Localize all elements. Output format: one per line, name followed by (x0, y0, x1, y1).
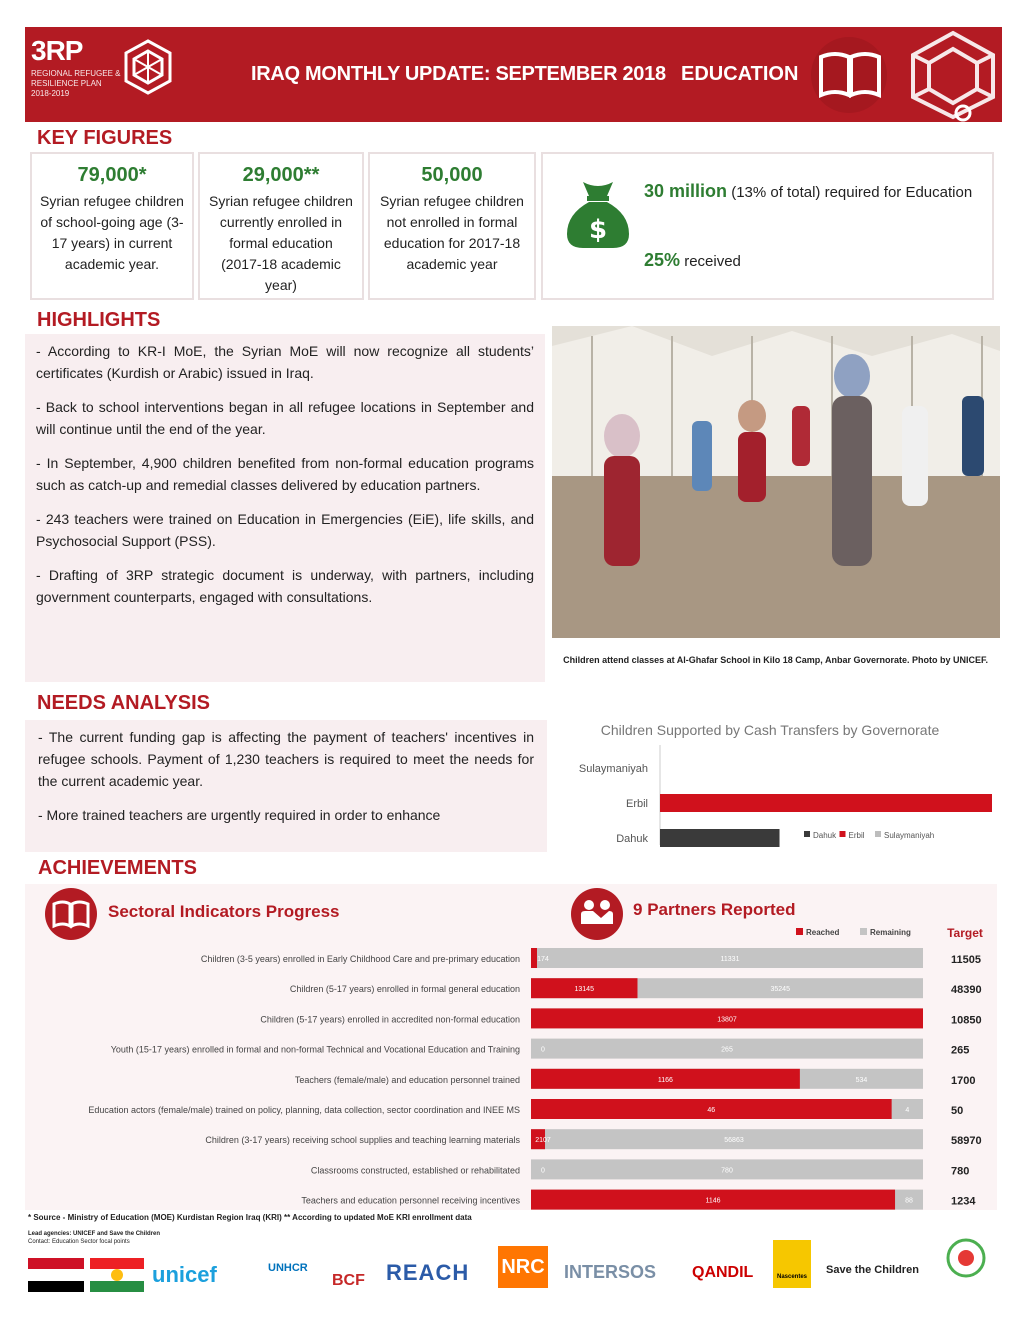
indicator-label: Classrooms constructed, established or rehabilitated (310, 1165, 520, 1176)
qandil-logo: QANDIL (692, 1264, 754, 1281)
highlights-title: HIGHLIGHTS (37, 309, 161, 331)
partners-count: 9 (633, 900, 643, 919)
cash-transfer-chart (560, 745, 1000, 855)
photo-caption: Children attend classes at Al-Ghafar School in Kilo 18 Camp, Anbar Governorate. Photo by UNICEF. (563, 655, 988, 665)
funding-card (541, 152, 994, 300)
key-figure-card (198, 152, 364, 300)
contacts-label: Contact: Education Sector focal points (28, 1239, 130, 1245)
reached-value-label: 2107 (535, 1137, 551, 1145)
indicator-label: Education actors (female/male) trained on policy, planning, data collection, sector coordination and INEE MS (88, 1105, 520, 1115)
kurdistan-flag-icon (90, 1258, 144, 1292)
indicator-label: Teachers and education personnel receiving incentives (301, 1195, 520, 1206)
remaining-value-label: 4 (905, 1107, 910, 1114)
highlight-item: - 243 teachers were trained on Education in Emergencies (EiE), life skills, and Psychosocial Support (PSS). (36, 511, 534, 549)
partners-reported (633, 900, 796, 920)
sectoral-indicators-chart (25, 922, 1000, 1212)
remaining-value-label: 265 (721, 1046, 733, 1054)
key-figures-title: KEY FIGURES (37, 127, 173, 149)
achievements-title: ACHIEVEMENTS (38, 857, 197, 879)
reached-value-label: 0 (541, 1046, 545, 1054)
partner-logo (773, 1240, 811, 1288)
nrc-logo: NRC (498, 1246, 548, 1288)
legend-label: Sulaymaniyah (884, 831, 935, 840)
legend-swatch-reached (796, 928, 803, 935)
indicator-label: Children (5-17 years) enrolled in formal general education (289, 984, 520, 995)
legend-swatch (804, 831, 810, 837)
funding-required (644, 180, 974, 204)
page-header (25, 27, 1002, 122)
legend-label: Remaining (870, 928, 911, 937)
highlight-item: - Drafting of 3RP strategic document is underway, with partners, including government counterparts, engaged with consultations. (36, 567, 534, 605)
iraq-flag-icon (28, 1258, 84, 1292)
needs-list (25, 720, 547, 852)
key-figure-number: 29,000** (242, 164, 320, 186)
children-photo (552, 326, 1000, 638)
remaining-value-label: 35245 (770, 986, 790, 994)
reached-value-label: 13807 (717, 1016, 737, 1024)
book-icon (817, 49, 883, 101)
3rp-emblem-icon (120, 37, 176, 101)
legend-label: Reached (806, 928, 840, 937)
indicators-progress-title: Sectoral Indicators Progress (108, 902, 340, 921)
funding-received (644, 250, 741, 271)
reached-value-label: 174 (537, 956, 549, 963)
key-figure-number: 50,000 (421, 164, 483, 186)
target-value: 10850 (951, 1014, 982, 1027)
legend-label: Dahuk (813, 831, 837, 840)
key-figure-card (368, 152, 536, 300)
source-note: * Source - Ministry of Education (MOE) Kurdistan Region Iraq (KRI) ** According to updated MoE KRI enrollment data (28, 1213, 472, 1222)
target-value: 265 (951, 1044, 970, 1057)
needs-title: NEEDS ANALYSIS (37, 692, 211, 714)
needs-item: - More trained teachers are urgently required in order to enhance (38, 807, 441, 823)
logo-subtitle: REGIONAL REFUGEE & RESILIENCE PLAN 2018-2019 (31, 69, 121, 98)
target-value: 1700 (951, 1074, 976, 1087)
logo-3rp: 3RP (31, 35, 83, 66)
funding-amount-text: (13% of total) required for Education (727, 184, 973, 201)
target-header: Target (947, 926, 983, 940)
key-figure-text: Syrian refugee children currently enrolled in formal education (2017-18 academic year) (209, 193, 353, 293)
highlight-item: - In September, 4,900 children benefited from non-formal education programs such as catch-up and remedial classes delivered by education partners. (36, 455, 534, 493)
reached-value-label: 0 (541, 1167, 545, 1175)
key-figure-number: 79,000* (77, 164, 147, 186)
indicator-label: Children (3-5 years) enrolled in Early Childhood Care and pre-primary education (200, 954, 520, 964)
indicator-label: Teachers (female/male) and education personnel trained (294, 1074, 520, 1085)
key-figure-card (30, 152, 194, 300)
key-figure-text: Syrian refugee children not enrolled in formal education for 2017-18 academic year (380, 193, 524, 272)
target-value: 48390 (951, 984, 982, 997)
funding-amount: 30 million (644, 181, 728, 201)
partner-logo-text: Nascentes (776, 1274, 808, 1280)
chart-bar (660, 794, 992, 812)
reached-value-label: 13145 (574, 986, 594, 994)
needs-item: - The current funding gap is affecting the payment of teachers' incentives in refugee schools. Payment of 1,230 teachers is required to meet the needs for the current academic year. (38, 729, 534, 789)
chart-category-label: Erbil (625, 798, 648, 810)
lead-agencies-label: Lead agencies: UNICEF and Save the Children (28, 1231, 161, 1237)
unhcr-logo: UNHCR (268, 1262, 308, 1274)
page-title: IRAQ MONTHLY UPDATE: SEPTEMBER 2018 (251, 63, 666, 85)
funding-received-pct: 25% (644, 250, 681, 270)
chart-bar (660, 829, 780, 847)
save-the-children-logo: Save the Children (826, 1264, 919, 1276)
key-figure-text: Syrian refugee children of school-going age (3-17 years) in current academic year. (40, 193, 184, 272)
highlights-list (25, 334, 545, 682)
lead-agencies (28, 1230, 248, 1246)
remaining-value-label: 780 (721, 1167, 733, 1175)
money-bag-icon (563, 178, 633, 250)
remaining-value-label: 56863 (724, 1137, 744, 1145)
indicator-label: Children (3-17 years) receiving school supplies and teaching learning materials (205, 1135, 520, 1146)
chart-category-label: Sulaymaniyah (578, 763, 648, 775)
target-value: 11505 (951, 954, 981, 966)
pattern-art-icon (903, 27, 1002, 122)
chart-category-label: Dahuk (616, 833, 648, 845)
legend-swatch (840, 831, 846, 837)
reach-logo: REACH (386, 1260, 470, 1285)
cash-chart-title: Children Supported by Cash Transfers by Governorate (600, 722, 940, 738)
legend-swatch (875, 831, 881, 837)
target-value: 780 (951, 1165, 970, 1178)
svg-text:$: $ (588, 215, 608, 245)
remaining-value-label: 11331 (720, 956, 740, 963)
reached-value-label: 46 (707, 1107, 716, 1114)
indicator-label: Children (5-17 years) enrolled in accredited non-formal education (260, 1014, 520, 1025)
reached-value-label: 1166 (657, 1076, 673, 1084)
indicator-label: Youth (15-17 years) enrolled in formal and non-formal Technical and Vocational Education and Training (110, 1044, 520, 1055)
legend-swatch-remaining (860, 928, 867, 935)
bcf-logo: BCF (332, 1272, 365, 1289)
target-value: 50 (951, 1105, 964, 1117)
unicef-logo: unicef (152, 1262, 217, 1287)
remaining-value-label: 534 (855, 1076, 868, 1084)
legend-label: Erbil (848, 831, 865, 840)
target-value: 1234 (951, 1195, 976, 1208)
sector-title: EDUCATION (681, 63, 799, 85)
funding-received-text: received (680, 253, 741, 270)
highlight-item: - Back to school interventions began in all refugee locations in September and will continue until the end of the year. (36, 399, 534, 437)
highlight-item: - According to KR-I MoE, the Syrian MoE will now recognize all students’ certificates (Kurdish or Arabic) issued in Iraq. (36, 343, 534, 381)
intersos-logo: INTERSOS (564, 1262, 657, 1282)
partner-emblem-icon (944, 1236, 988, 1286)
reached-bar (531, 948, 537, 968)
target-value: 58970 (951, 1135, 982, 1148)
partners-label: Partners Reported (647, 900, 796, 919)
reached-value-label: 1146 (705, 1197, 721, 1205)
remaining-value-label: 88 (905, 1197, 913, 1205)
photo-illustration (552, 326, 1000, 638)
